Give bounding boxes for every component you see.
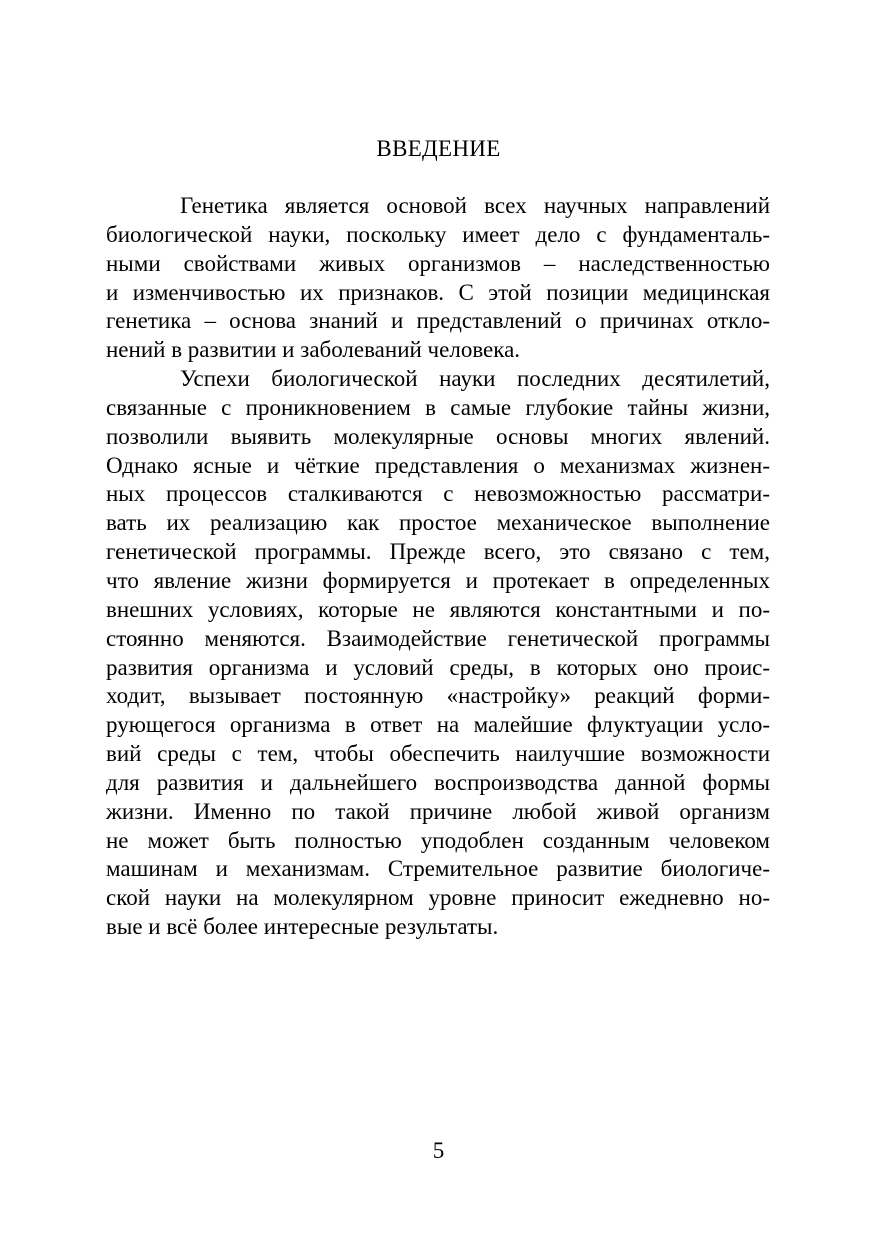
paragraph-2-line: вать их реализацию как простое механическое выполнение (106, 510, 770, 536)
paragraph-2-line: ской науки на молекулярном уровне приносит ежедневно но- (106, 885, 770, 911)
paragraph-1-line: биологической науки, поскольку имеет дело с фундаменталь- (106, 221, 770, 247)
paragraph-2-line: не может быть полностью уподоблен созданным человеком (106, 827, 770, 853)
paragraph-1-line: Генетика является основой всех научных направлений (180, 193, 770, 218)
paragraph-2-line: вий среды с тем, чтобы обеспечить наилучшие возможности (106, 741, 770, 767)
section-heading: ВВЕДЕНИЕ (376, 136, 501, 161)
paragraph-2-line: развития организма и условий среды, в которых оно проис- (106, 654, 770, 680)
paragraph-2-line: рующегося организма в ответ на малейшие флуктуации усло- (106, 712, 770, 738)
paragraph-2-line: внешних условиях, которые не являются константными и по- (106, 596, 770, 622)
page-number: 5 (432, 1138, 445, 1163)
paragraph-1-line: генетика – основа знаний и представлений о причинах откло- (106, 308, 770, 334)
paragraph-2-line: связанные с проникновением в самые глубокие тайны жизни, (106, 394, 770, 420)
paragraph-1-line: и изменчивостью их признаков. С этой позиции медицинская (106, 279, 770, 305)
paragraph-2-line: Однако ясные и чёткие представления о механизмах жизнен- (106, 452, 770, 478)
paragraph-2-line: ных процессов сталкиваются с невозможностью рассматри- (106, 481, 770, 507)
paragraph-2-line: вые и всё более интересные результаты. (106, 914, 499, 940)
body-text (106, 192, 770, 942)
paragraph-2-line: ходит, вызывает постоянную «настройку» реакций форми- (106, 683, 770, 709)
paragraph-2-line: генетической программы. Прежде всего, это связано с тем, (106, 539, 770, 565)
paragraph-1-line: ными свойствами живых организмов – наследственностью (106, 250, 770, 276)
paragraph-2-line: машинам и механизмам. Стремительное развитие биологиче- (106, 856, 770, 882)
paragraph-2-line: для развития и дальнейшего воспроизводства данной формы (106, 769, 770, 795)
paragraph-2-line: позволили выявить молекулярные основы многих явлений. (106, 423, 770, 449)
paragraph-2-line: что явление жизни формируется и протекает в определенных (106, 567, 770, 593)
paragraph-2-line: стоянно меняются. Взаимодействие генетической программы (106, 625, 770, 651)
paragraph-1-line: нений в развитии и заболеваний человека. (106, 337, 521, 363)
paragraph-2-line: Успехи биологической науки последних десятилетий, (180, 366, 770, 392)
paragraph-2-line: жизни. Именно по такой причине любой живой организм (106, 798, 770, 824)
